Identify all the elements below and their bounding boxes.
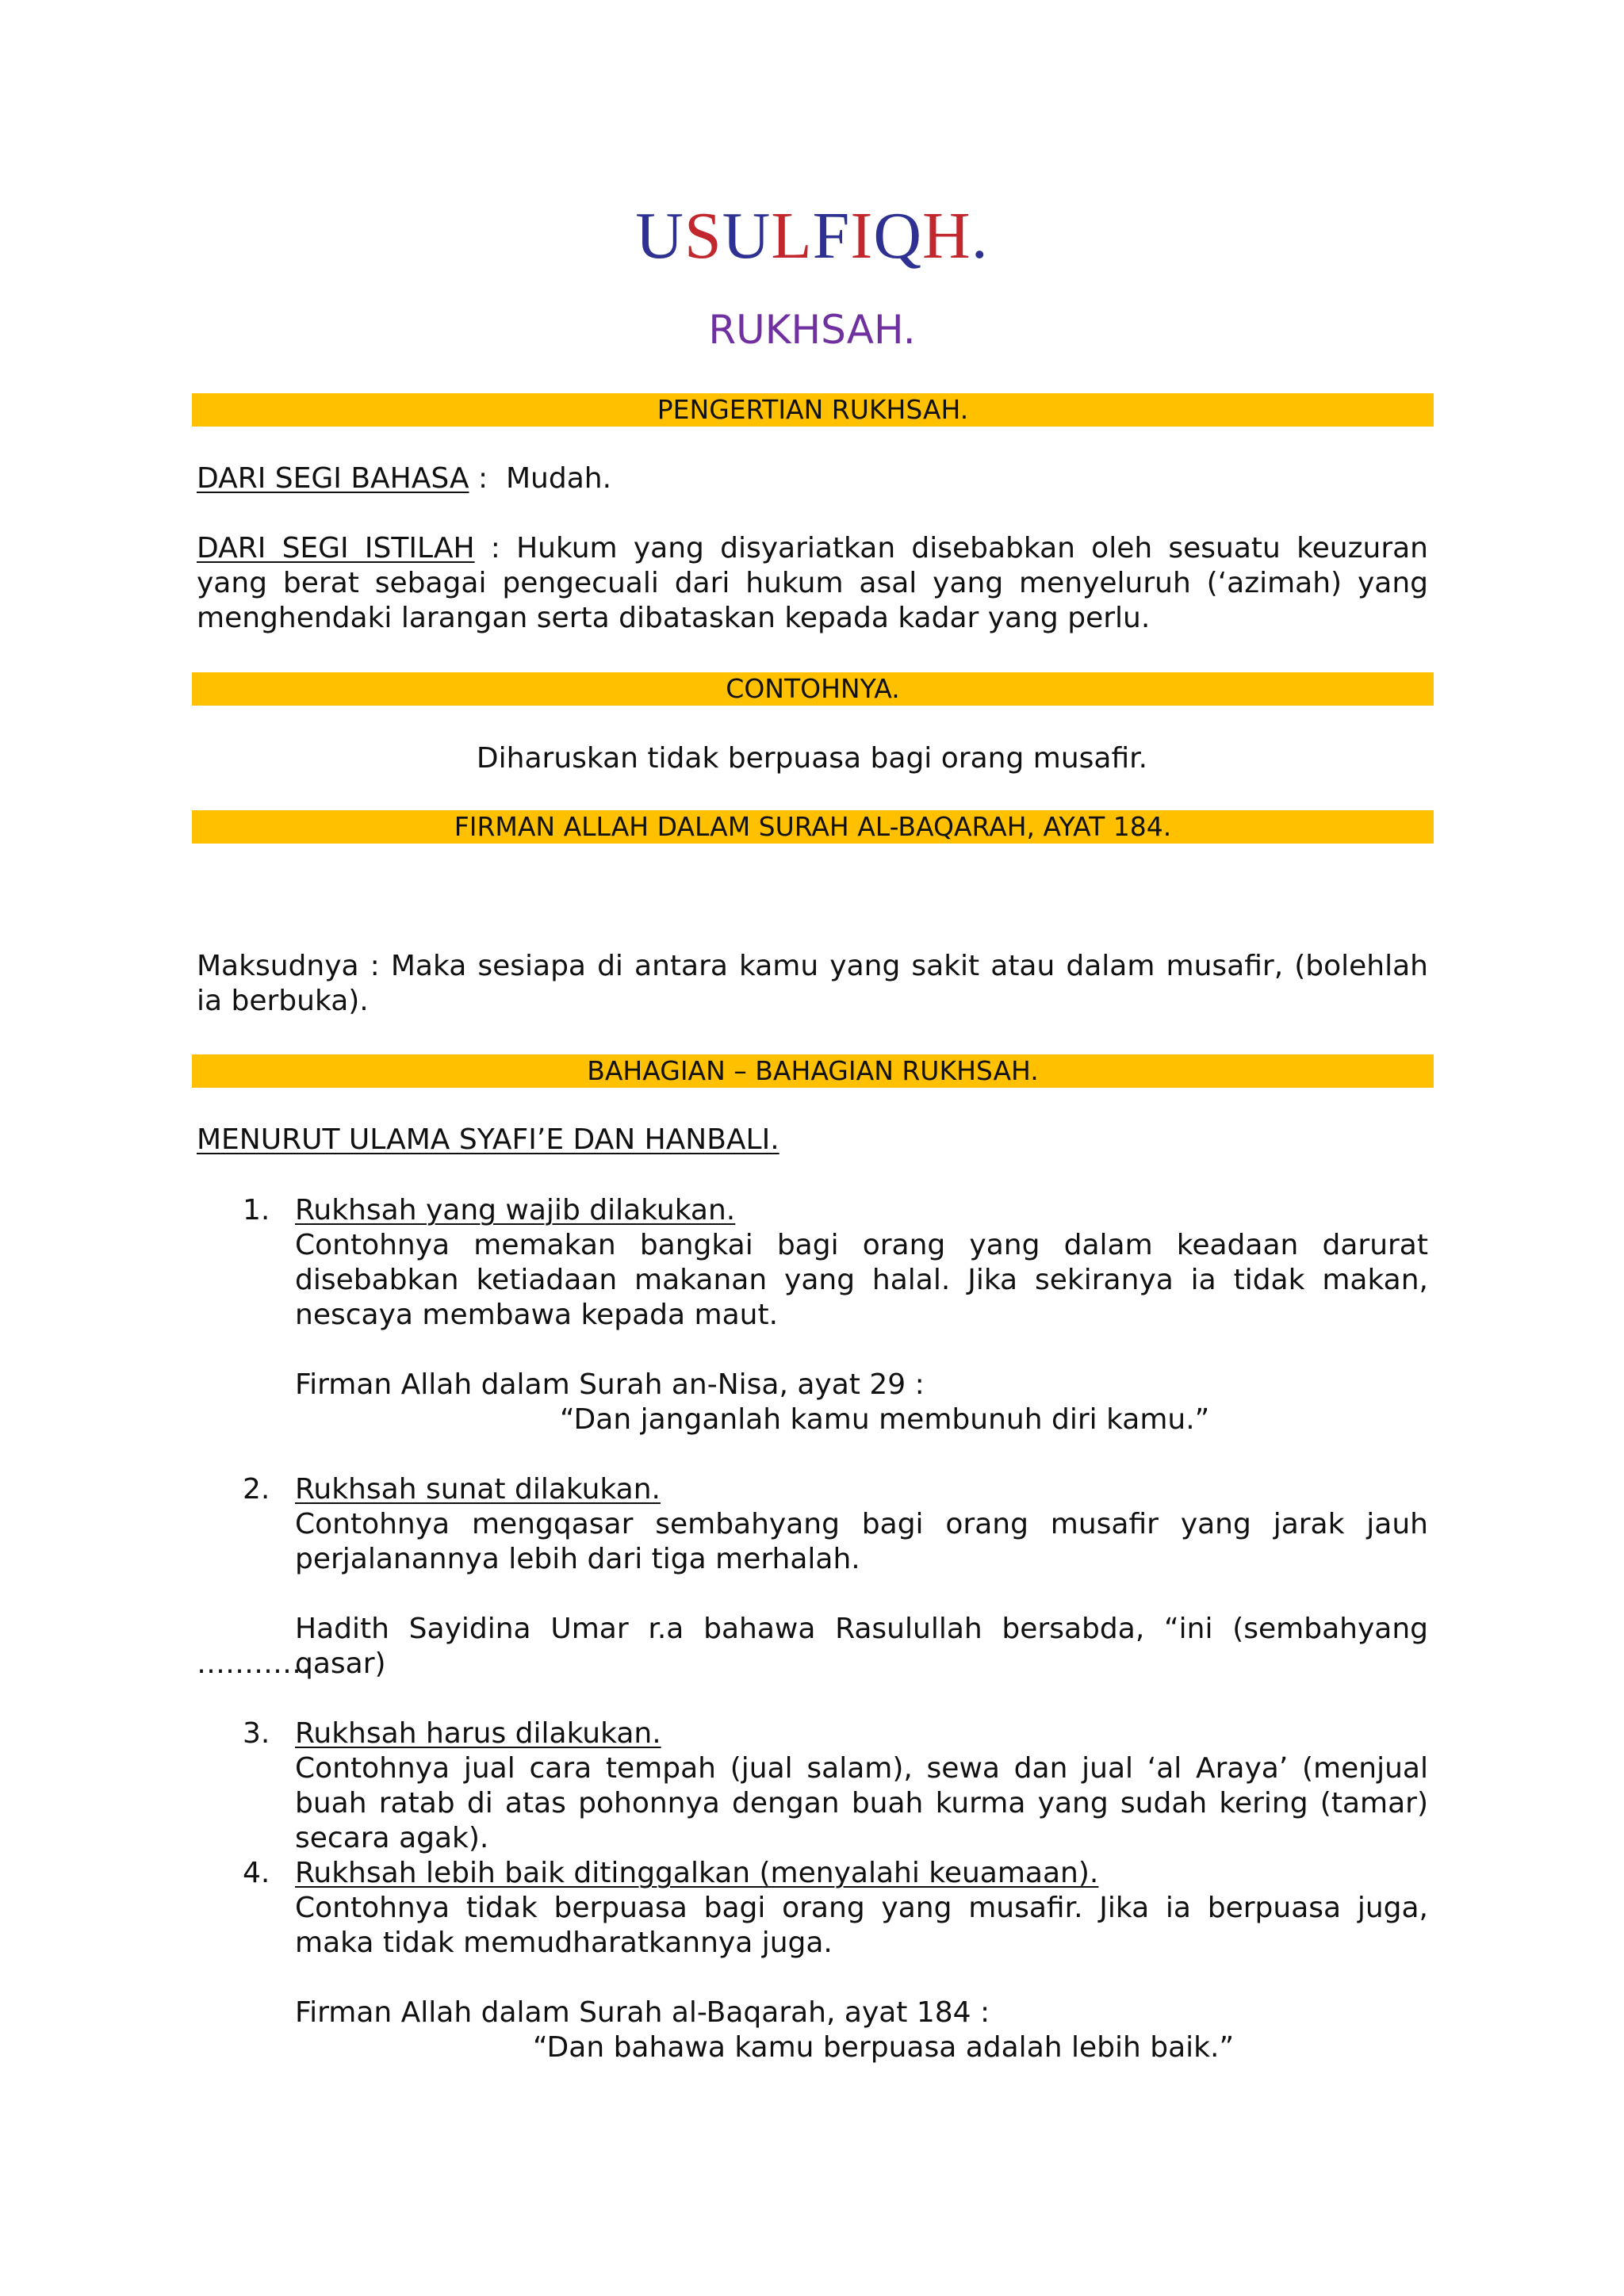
list-item-reference: Firman Allah dalam Surah al-Baqarah, ayat 184 : [295,1996,990,2029]
title-letter: I [850,199,874,273]
list-item-heading-text: Rukhsah lebih baik ditinggalkan (menyalahi keuamaan). [295,1857,1099,1889]
list-item-reference: Hadith Sayidina Umar r.a bahawa Rasulullah bersabda, “ini (sembahyang qasar) [295,1613,1428,1680]
list-item-quote: “Dan bahawa kamu berpuasa adalah lebih baik.” [533,2031,1235,2064]
title-letter: . [971,199,989,273]
title-letter: L [771,199,813,273]
list-item-heading [295,1472,661,1507]
list-item-reference: Firman Allah dalam Surah an-Nisa, ayat 29 : [295,1368,925,1401]
list-item-heading [295,1193,735,1228]
title-letter: U [722,199,772,273]
list-item-number: 2. [243,1473,270,1506]
maksudnya-paragraph: Maksudnya : Maka sesiapa di antara kamu yang sakit atau dalam musafir, (bolehlah ia berbuka). [197,950,1428,1017]
istilah-label: DARI SEGI ISTILAH [197,532,475,564]
list-item-ellipsis: ………… [197,1647,311,1680]
contoh-text: Diharuskan tidak berpuasa bagi orang musafir. [476,742,1148,775]
istilah-text: : Hukum yang disyariatkan disebabkan oleh sesuatu keuzuran yang berat sebagai pengecuali dari hukum asal yang menyeluruh (‘azimah) yang menghendaki larangan serta dibataskan kepada kadar yang perlu. [197,532,1428,634]
list-item-number: 4. [243,1857,270,1889]
section-heading-contohnya: CONTOHNYA. [192,672,1434,706]
section-heading-bahagian: BAHAGIAN – BAHAGIAN RUKHSAH. [192,1054,1434,1088]
bahasa-separator: : [469,462,506,495]
section-heading-pengertian: PENGERTIAN RUKHSAH. [192,393,1434,427]
title-letter: Q [873,199,923,273]
list-item-heading-text: Rukhsah sunat dilakukan. [295,1473,661,1506]
list-item-heading-text: Rukhsah yang wajib dilakukan. [295,1194,736,1226]
list-item-heading [295,1856,1098,1891]
list-item-heading [295,1716,661,1751]
section-heading-firman: FIRMAN ALLAH DALAM SURAH AL-BAQARAH, AYAT 184. [192,810,1434,844]
bahasa-value: Mudah. [505,462,612,495]
menurut-heading [197,1123,779,1158]
bahasa-line [197,461,611,496]
title-letter: U [635,199,684,273]
title-letter: H [922,199,971,273]
title-letter: F [812,199,851,273]
page-title [0,197,1624,276]
list-item-heading-text: Rukhsah harus dilakukan. [295,1717,661,1750]
title-letter: S [684,199,722,273]
list-item-body: Contohnya jual cara tempah (jual salam), sewa dan jual ‘al Araya’ (menjual buah ratab di atas pohonnya dengan buah kurma yang sudah kering (tamar) secara agak). [295,1752,1428,1854]
page-subtitle: RUKHSAH. [708,307,916,353]
menurut-heading-text: MENURUT ULAMA SYAFI’E DAN HANBALI. [197,1123,779,1156]
list-item-body: Contohnya mengqasar sembahyang bagi orang musafir yang jarak jauh perjalanannya lebih dari tiga merhalah. [295,1508,1428,1575]
bahasa-label: DARI SEGI BAHASA [197,462,469,495]
list-item-number: 3. [243,1717,270,1750]
list-item-number: 1. [243,1194,270,1226]
list-item-quote: “Dan janganlah kamu membunuh diri kamu.” [560,1403,1210,1436]
list-item-body: Contohnya tidak berpuasa bagi orang yang musafir. Jika ia berpuasa juga, maka tidak memudharatkannya juga. [295,1892,1428,1959]
istilah-paragraph [197,531,1428,636]
list-item-body: Contohnya memakan bangkai bagi orang yang dalam keadaan darurat disebabkan ketiadaan makanan yang halal. Jika sekiranya ia tidak makan, nescaya membawa kepada maut. [295,1229,1428,1331]
